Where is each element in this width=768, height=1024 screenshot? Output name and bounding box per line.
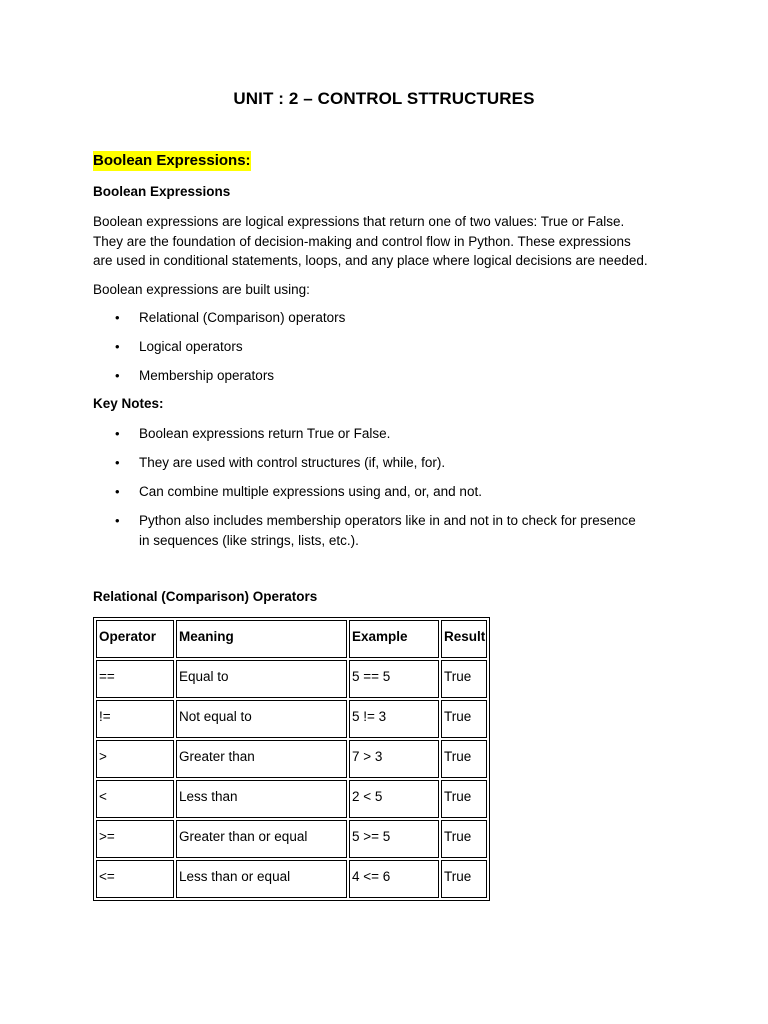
- list-item: [93, 424, 693, 444]
- list-item-text: Logical operators: [139, 339, 243, 354]
- header-cell: Result: [441, 620, 487, 658]
- table-cell: Less than or equal: [176, 860, 347, 898]
- list-item: [93, 366, 693, 386]
- table-row: [96, 740, 487, 778]
- table-header-row: [96, 620, 487, 658]
- bullet-icon: •: [115, 484, 120, 499]
- table-cell: 4 <= 6: [349, 860, 439, 898]
- list-item: [93, 308, 693, 328]
- list-item-text: Membership operators: [139, 368, 275, 383]
- header-cell: Example: [349, 620, 439, 658]
- list-item: [93, 453, 693, 473]
- table-cell: >: [96, 740, 174, 778]
- intro-line: Boolean expressions are logical expressions that return one of two values: True or False.: [93, 214, 625, 229]
- bullet-icon: •: [115, 339, 120, 354]
- header-cell: Meaning: [176, 620, 347, 658]
- list-item-text: Relational (Comparison) operators: [139, 310, 346, 325]
- table-cell: <: [96, 780, 174, 818]
- header-cell: Operator: [96, 620, 174, 658]
- table-cell: !=: [96, 700, 174, 738]
- table-heading: Relational (Comparison) Operators: [93, 589, 318, 604]
- key-notes-list: [93, 424, 693, 560]
- list-item-text: They are used with control structures (if, while, for).: [139, 455, 446, 470]
- list-item-text: Boolean expressions return True or False.: [139, 426, 391, 441]
- table-cell: Less than: [176, 780, 347, 818]
- table-cell: True: [441, 860, 487, 898]
- table-cell: True: [441, 780, 487, 818]
- list-item-text: Can combine multiple expressions using and, or, and not.: [139, 484, 482, 499]
- list-item: [93, 482, 693, 502]
- operators-table: [93, 617, 490, 901]
- table-row: [96, 820, 487, 858]
- table-row: [96, 700, 487, 738]
- bullet-icon: •: [115, 310, 120, 325]
- table-cell: Not equal to: [176, 700, 347, 738]
- table-cell: 5 != 3: [349, 700, 439, 738]
- page-title: UNIT : 2 – CONTROL STTRUCTURES: [233, 89, 535, 108]
- table-cell: ==: [96, 660, 174, 698]
- bullet-icon: •: [115, 368, 120, 383]
- table-cell: 5 == 5: [349, 660, 439, 698]
- sub-heading: Boolean Expressions: [93, 184, 231, 199]
- bullet-icon: •: [115, 513, 120, 528]
- table-cell: 7 > 3: [349, 740, 439, 778]
- table-row: [96, 660, 487, 698]
- intro-line: They are the foundation of decision-making and control flow in Python. These expressions: [93, 233, 631, 249]
- table-cell: Greater than: [176, 740, 347, 778]
- table-cell: 2 < 5: [349, 780, 439, 818]
- built-using-text: Boolean expressions are built using:: [93, 282, 310, 297]
- table-cell: 5 >= 5: [349, 820, 439, 858]
- key-notes-heading: Key Notes:: [93, 396, 164, 411]
- list-item: [93, 511, 693, 550]
- bullet-icon: •: [115, 426, 120, 441]
- table-cell: True: [441, 740, 487, 778]
- intro-paragraph: [93, 212, 693, 271]
- table-row: [96, 860, 487, 898]
- operator-types-list: [93, 308, 693, 395]
- table-cell: Greater than or equal: [176, 820, 347, 858]
- table-row: [96, 780, 487, 818]
- section-heading: Boolean Expressions:: [93, 152, 251, 169]
- table-cell: >=: [96, 820, 174, 858]
- list-item-text: Python also includes membership operators like in and not in to check for presence: [139, 513, 636, 528]
- list-item: [93, 337, 693, 357]
- table-cell: True: [441, 660, 487, 698]
- table-cell: True: [441, 820, 487, 858]
- bullet-icon: •: [115, 455, 120, 470]
- list-item-continuation: in sequences (like strings, lists, etc.).: [139, 532, 359, 548]
- intro-line: are used in conditional statements, loops, and any place where logical decisions are needed.: [93, 253, 648, 268]
- table-cell: True: [441, 700, 487, 738]
- table-cell: Equal to: [176, 660, 347, 698]
- table-cell: <=: [96, 860, 174, 898]
